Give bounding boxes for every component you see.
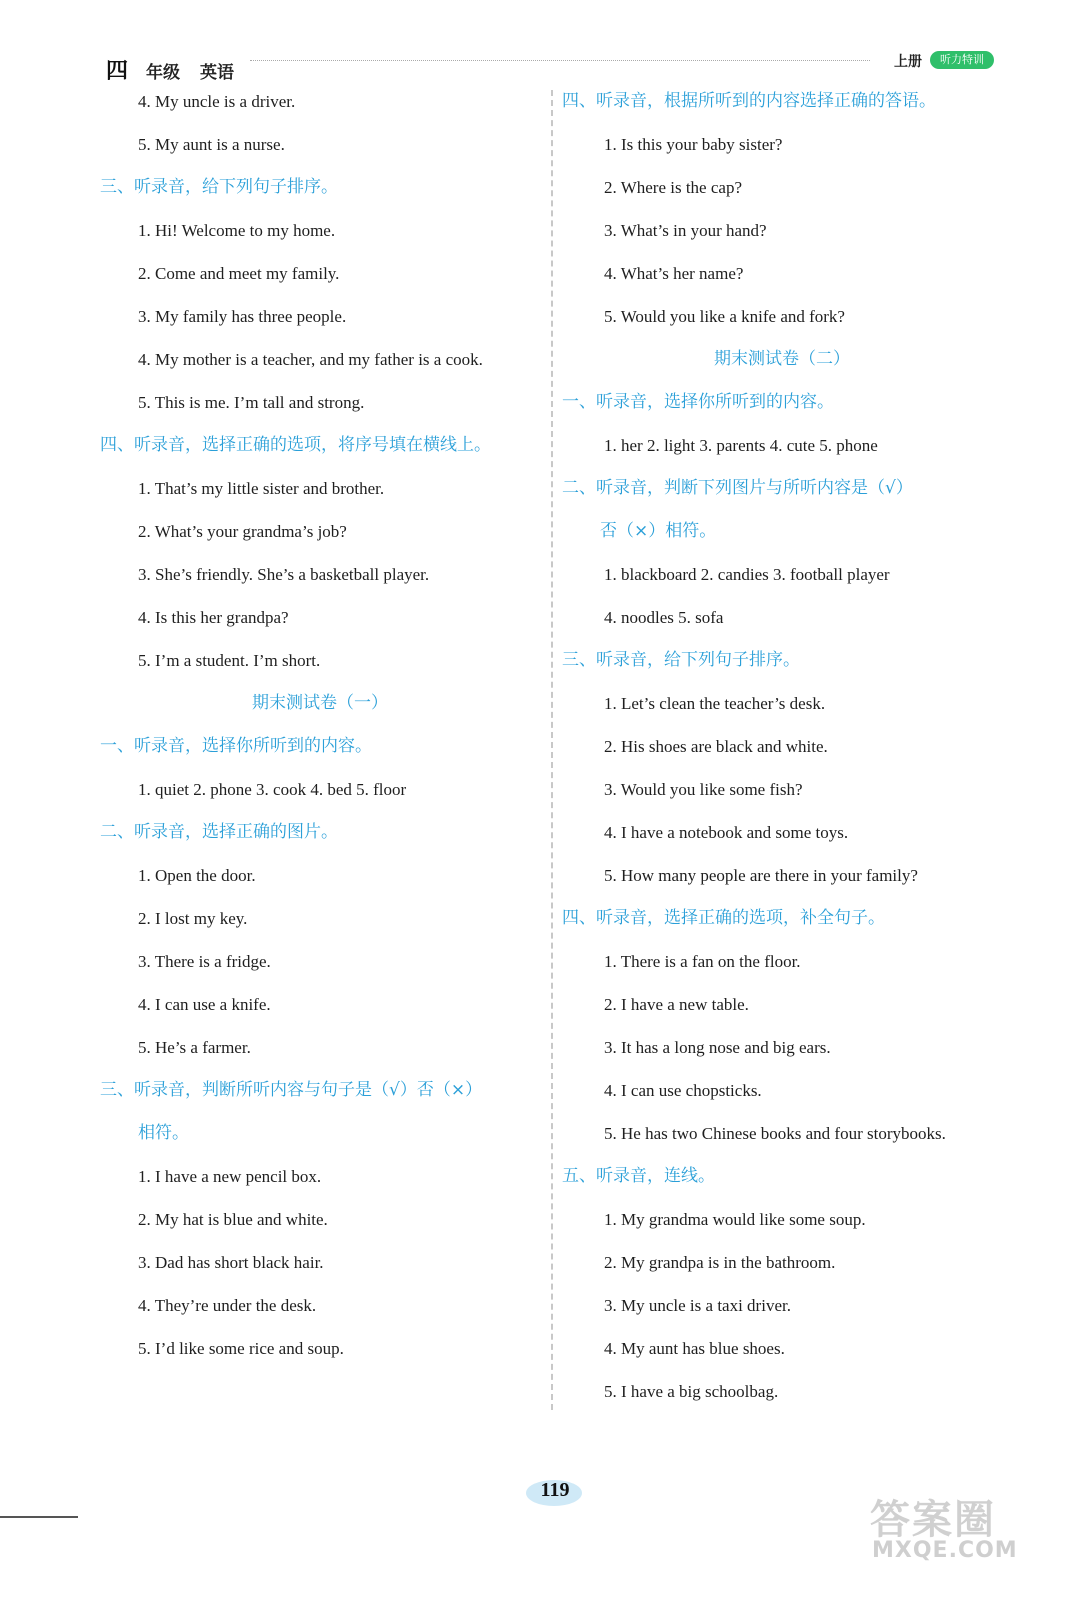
section-heading: 二、听录音，判断下列图片与所听内容是（√） xyxy=(562,478,913,498)
transcript-item: 5. How many people are there in your family? xyxy=(604,866,918,885)
header-grade: 四 xyxy=(106,59,129,84)
transcript-item: 4. My uncle is a driver. xyxy=(138,92,296,111)
transcript-item: 5. I’m a student. I’m short. xyxy=(138,651,321,670)
watermark-logo: 答案圈 xyxy=(870,1497,996,1543)
transcript-item: 4. They’re under the desk. xyxy=(138,1296,317,1315)
transcript-item: 1. quiet 2. phone 3. cook 4. bed 5. floor xyxy=(138,780,407,799)
header-grade-unit: 年级 xyxy=(146,63,180,83)
transcript-item: 1. blackboard 2. candies 3. football player xyxy=(604,565,890,584)
transcript-item: 1. Is this your baby sister? xyxy=(604,135,783,154)
test-title: 期末测试卷（二） xyxy=(714,349,850,369)
transcript-item: 1. That’s my little sister and brother. xyxy=(138,479,385,498)
transcript-item: 4. noodles 5. sofa xyxy=(604,608,724,627)
transcript-item: 4. What’s her name? xyxy=(604,264,744,283)
transcript-item: 1. Let’s clean the teacher’s desk. xyxy=(604,694,826,713)
header-subject: 英语 xyxy=(200,63,234,83)
transcript-item: 4. I can use a knife. xyxy=(138,995,271,1014)
transcript-item: 3. What’s in your hand? xyxy=(604,221,767,240)
section-heading: 三、听录音，给下列句子排序。 xyxy=(100,177,338,197)
transcript-item: 3. She’s friendly. She’s a basketball player. xyxy=(138,565,430,584)
transcript-item: 1. There is a fan on the floor. xyxy=(604,952,801,971)
transcript-item: 4. I can use chopsticks. xyxy=(604,1081,762,1100)
transcript-item: 2. His shoes are black and white. xyxy=(604,737,828,756)
column-divider xyxy=(551,90,553,1410)
transcript-item: 3. My uncle is a taxi driver. xyxy=(604,1296,791,1315)
header-rule xyxy=(250,60,870,61)
watermark-text: MXQE.COM xyxy=(872,1538,1018,1563)
transcript-item: 3. Would you like some fish? xyxy=(604,780,803,799)
section-heading: 四、听录音，根据所听到的内容选择正确的答语。 xyxy=(562,91,936,111)
section-heading: 一、听录音，选择你所听到的内容。 xyxy=(562,392,834,412)
transcript-item: 4. My aunt has blue shoes. xyxy=(604,1339,785,1358)
transcript-item: 5. This is me. I’m tall and strong. xyxy=(138,393,365,412)
transcript-item: 3. It has a long nose and big ears. xyxy=(604,1038,831,1057)
transcript-item: 2. What’s your grandma’s job? xyxy=(138,522,347,541)
transcript-item: 3. There is a fridge. xyxy=(138,952,271,971)
transcript-item: 3. My family has three people. xyxy=(138,307,347,326)
transcript-item: 3. Dad has short black hair. xyxy=(138,1253,324,1272)
transcript-item: 4. My mother is a teacher, and my father is a cook. xyxy=(138,350,483,369)
section-heading: 二、听录音，选择正确的图片。 xyxy=(100,822,338,842)
transcript-item: 5. Would you like a knife and fork? xyxy=(604,307,845,326)
transcript-item: 2. My grandpa is in the bathroom. xyxy=(604,1253,836,1272)
transcript-item: 2. I have a new table. xyxy=(604,995,749,1014)
transcript-item: 5. My aunt is a nurse. xyxy=(138,135,285,154)
transcript-item: 1. Hi! Welcome to my home. xyxy=(138,221,336,240)
test-title: 期末测试卷（一） xyxy=(252,693,388,713)
transcript-item: 5. I’d like some rice and soup. xyxy=(138,1339,344,1358)
transcript-item: 2. I lost my key. xyxy=(138,909,248,928)
transcript-item: 5. I have a big schoolbag. xyxy=(604,1382,779,1401)
transcript-item: 5. He has two Chinese books and four storybooks. xyxy=(604,1124,946,1143)
section-heading-continued: 相符。 xyxy=(138,1123,189,1143)
left-column xyxy=(100,80,540,1370)
page-number: 119 xyxy=(540,1479,570,1501)
transcript-item: 1. Open the door. xyxy=(138,866,256,885)
section-heading: 四、听录音，选择正确的选项，补全句子。 xyxy=(562,908,885,928)
footer-rule xyxy=(0,1516,78,1518)
transcript-item: 2. Come and meet my family. xyxy=(138,264,340,283)
transcript-item: 1. My grandma would like some soup. xyxy=(604,1210,866,1229)
header-volume: 上册 xyxy=(894,54,922,70)
section-heading: 四、听录音，选择正确的选项，将序号填在横线上。 xyxy=(100,435,491,455)
section-heading: 三、听录音，给下列句子排序。 xyxy=(562,650,800,670)
transcript-item: 2. My hat is blue and white. xyxy=(138,1210,328,1229)
transcript-item: 5. He’s a farmer. xyxy=(138,1038,251,1057)
section-heading: 一、听录音，选择你所听到的内容。 xyxy=(100,736,372,756)
transcript-item: 1. I have a new pencil box. xyxy=(138,1167,322,1186)
section-heading-continued: 否（×）相符。 xyxy=(600,521,717,541)
section-heading: 三、听录音，判断所听内容与句子是（√）否（×） xyxy=(100,1080,483,1100)
right-column xyxy=(562,80,1002,1413)
transcript-item: 2. Where is the cap? xyxy=(604,178,742,197)
transcript-item: 4. I have a notebook and some toys. xyxy=(604,823,849,842)
section-heading: 五、听录音，连线。 xyxy=(562,1166,715,1186)
transcript-item: 1. her 2. light 3. parents 4. cute 5. phone xyxy=(604,436,878,455)
header-badge: 听力特训 xyxy=(930,51,994,69)
transcript-item: 4. Is this her grandpa? xyxy=(138,608,289,627)
